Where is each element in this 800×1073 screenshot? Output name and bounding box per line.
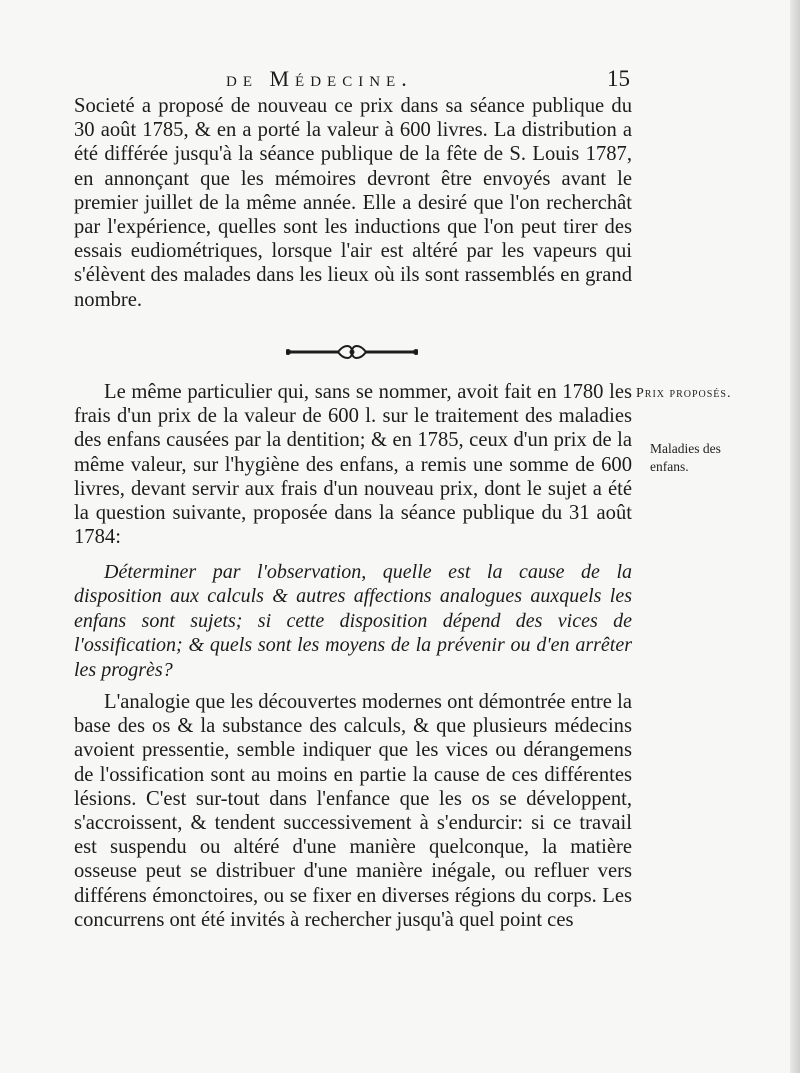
page-edge-shadow — [790, 0, 800, 1073]
page-number: 15 — [607, 66, 630, 91]
paragraph-benefactor: Le même particulier qui, sans se nommer, avoit fait en 1780 les frais d'un prix de la valeur de 600 l. sur le traitement des maladies des enfans causées par la dentition; & en 1785, ceux d'un prix de la même valeur, sur l'hygiène des enfans, a remis une somme de 600 livres, devant servir aux frais d'un nouveau prix, dont le sujet a été la question suivante, proposée dans la séance publique du 31 août 1784: — [74, 381, 632, 549]
margin-note-maladies: Maladies des enfans. — [650, 441, 721, 474]
paragraph-question: Déterminer par l'observation, quelle est la cause de la disposition aux calculs & autres affections analogues auxquels les enfans sont sujets; si cette disposition dépend des vices de l'ossification; & quels sont les moyens de la prévenir ou d'en arrêter les progrès? — [74, 561, 632, 681]
show-through-text — [150, 58, 155, 79]
margin-note-prix: Prix proposés. — [636, 386, 732, 401]
ornamental-divider — [286, 343, 418, 361]
running-title: de Médecine. — [226, 66, 413, 91]
paragraph-analogy: L'analogie que les découvertes modernes ont démontrée entre la base des os & la substance des calculs, & que plusieurs médecins avoient pressentie, semble indiquer que les vices ou dérangemens de l'ossification sont au moins en partie la cause de ces différentes lésions. C'est sur-tout dans l'enfance que les os se développent, s'accroissent, & tendent successivement à s'endurcir: si ce travail est suspendu ou altéré d'une manière quelconque, la matière osseuse peut se distribuer d'une manière inégale, ou refluer vers différens émonctoires, ou se fixer en diverses régions du corps. Les concurrens ont été invités à rechercher jusqu'à quel point ces — [74, 691, 632, 931]
paragraph-prize-renewal: Societé a proposé de nouveau ce prix dans sa séance publique du 30 août 1785, & en a porté la valeur à 600 livres. La distribution a été différée jusqu'à la séance publique de la fête de S. Louis 1787, en annonçant que les mémoires devront être envoyés avant le premier juillet de la même année. Elle a desiré que l'on recherchât par l'expérience, quelles sont les inductions que l'on peut tirer des essais eudiométriques, lorsque l'air est altéré par les vapeurs qui s'élèvent des malades dans les lieux où ils sont rassemblés en grand nombre. — [74, 95, 632, 311]
